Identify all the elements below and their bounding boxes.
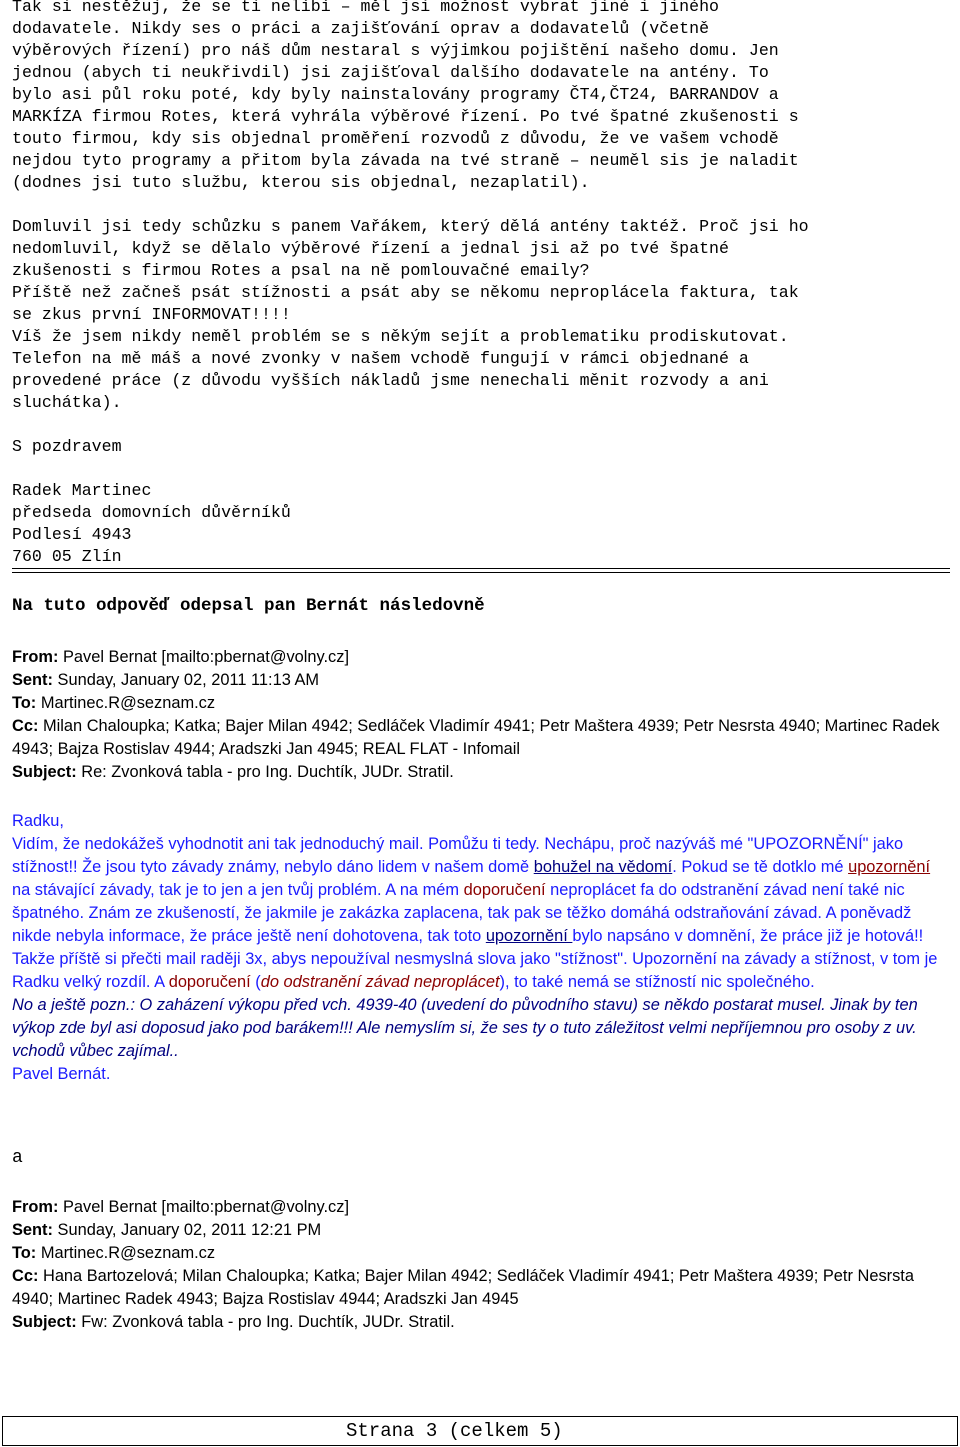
- text-line: Domluvil jsi tedy schůzku s panem Vařákem, který dělá antény taktéž. Proč jsi ho: [12, 217, 809, 236]
- text-line: dodavatele. Nikdy ses o práci a zajišťování oprav a dodavatelů (včetně: [12, 19, 710, 38]
- cc-label: Cc:: [12, 717, 39, 735]
- signature-name: Radek Martinec: [12, 481, 152, 500]
- reply-salutation: Radku,: [12, 812, 64, 830]
- signature-street: Podlesí 4943: [12, 525, 132, 544]
- to-value: Martinec.R@seznam.cz: [40, 1244, 216, 1262]
- letter-paragraph-1: [12, 0, 952, 194]
- text-line: (dodnes jsi tuto službu, kterou sis objednal, nezaplatil).: [12, 173, 590, 192]
- text-line: MARKÍZA firmou Rotes, která vyhrála výběrové řízení. Po tvé špatné zkušenosti s: [12, 107, 799, 126]
- underlined-text: upozornění: [485, 927, 573, 945]
- to-label: To:: [12, 694, 37, 712]
- reply-body: [12, 810, 947, 1086]
- reply-paragraph-2: Takže příště si přečti mail raději 3x, abys nepoužíval nesmyslná slova jako "stížnost". Upozornění na závady a stížnost, v tom je Radku velký rozdíl. A doporučení (do odstranění závad neproplácet), to také nemá se stížností nic společného.: [12, 950, 938, 991]
- underlined-text: upozornění: [848, 858, 931, 876]
- text-line: Příště než začneš psát stížnosti a psát aby se někomu neproplácela faktura, tak: [12, 283, 799, 302]
- text-line: Telefon na mě máš a nové zvonky v našem vchodě fungují v rámci objednané a: [12, 349, 749, 368]
- to-label: To:: [12, 1244, 37, 1262]
- text-line: se zkus první INFORMOVAT!!!!: [12, 305, 291, 324]
- section-heading: Na tuto odpověď odepsal pan Bernát následovně: [12, 596, 485, 616]
- text-line: výběrových řízení) pro náš dům nestaral s výjimkou pojištění našeho domu. Jen: [12, 41, 779, 60]
- subject-value: Fw: Zvonková tabla - pro Ing. Duchtík, JUDr. Stratil.: [81, 1313, 455, 1331]
- letter-body: [12, 0, 952, 568]
- cc-label: Cc:: [12, 1267, 39, 1285]
- letter-paragraph-2: [12, 216, 952, 414]
- reply-paragraph-3: No a ještě pozn.: O zaházení výkopu před vch. 4939-40 (uvedení do původního stavu) se někdo postarat musel. Jinak by ten výkop zde byl asi doposud jako pod barákem!!! Ale nemyslím si, že ses ty o tuto záležitost velmi nepříjemnou pro osoby z uv. vchodů vůbec zajímal..: [12, 996, 918, 1060]
- sent-value: Sunday, January 02, 2011 12:21 PM: [57, 1221, 322, 1239]
- subject-label: Subject:: [12, 763, 77, 781]
- signature-city: 760 05 Zlín: [12, 547, 122, 566]
- text-line: sluchátka).: [12, 393, 122, 412]
- separator-text: a: [12, 1148, 23, 1168]
- subject-value: Re: Zvonková tabla - pro Ing. Duchtík, JUDr. Stratil.: [81, 763, 454, 781]
- from-label: From:: [12, 648, 59, 666]
- sent-label: Sent:: [12, 671, 53, 689]
- subject-label: Subject:: [12, 1313, 77, 1331]
- cc-value: Milan Chaloupka; Katka; Bajer Milan 4942; Sedláček Vladimír 4941; Petr Maštera 4939; Petr Nesrsta 4940; Martinec Radek 4943; Bajza Rostislav 4944; Aradszki Jan 4945; REAL FLAT - Infomail: [12, 717, 940, 758]
- email-header-2: [12, 1196, 952, 1334]
- cc-value: Hana Bartozelová; Milan Chaloupka; Katka; Bajer Milan 4942; Sedláček Vladimír 4941; Petr Maštera 4939; Petr Nesrsta 4940; Martinec Radek 4943; Bajza Rostislav 4944; Aradszki Jan 4945: [12, 1267, 914, 1308]
- text-line: touto firmou, kdy sis objednal proměření rozvodů z důvodu, že ve vašem vchodě: [12, 129, 779, 148]
- text-line: Víš že jsem nikdy neměl problém se s někým sejít a problematiku prodiskutovat.: [12, 327, 789, 346]
- to-value: Martinec.R@seznam.cz: [40, 694, 216, 712]
- text-line: zkušenosti s firmou Rotes a psal na ně pomlouvačné emaily?: [12, 261, 590, 280]
- text-line: provedené práce (z důvodu vyšších nákladů jsme nenechali měnit rozvody a ani: [12, 371, 769, 390]
- from-value: Pavel Bernat [mailto:pbernat@volny.cz]: [63, 1198, 350, 1216]
- signature-block: [12, 480, 952, 568]
- signature-title: předseda domovních důvěrníků: [12, 503, 291, 522]
- from-label: From:: [12, 1198, 59, 1216]
- reply-signature: Pavel Bernát.: [12, 1065, 111, 1083]
- sent-label: Sent:: [12, 1221, 53, 1239]
- sent-value: Sunday, January 02, 2011 11:13 AM: [57, 671, 320, 689]
- divider-top: [12, 568, 950, 569]
- reply-paragraph-1: Vidím, že nedokážeš vyhodnotit ani tak jednoduchý mail. Pomůžu ti tedy. Nechápu, proč nazýváš mé "UPOZORNĚNÍ" jako stížnost!! Že jsou tyto závady známy, nebylo dáno lidem v našem domě bohužel na vědomí. Pokud se tě dotklo mé upozornění na stávající závady, tak je to jen a jen tvůj problém. A na mém doporučení neproplácet fa do odstranění závad není také nic špatného. Znám ze zkušeností, že jakmile je zakázka zaplacena, tak pak se těžko domáhá odstraňování závad. A poněvadž nikde nebyla informace, že práce ještě není dohotovena, tak toto upozornění bylo napsáno v domnění, že práce již je hotová!!: [12, 835, 931, 945]
- italic-red-text: do odstranění závad neproplácet: [260, 973, 500, 991]
- page-number: Strana 3 (celkem 5): [346, 1420, 563, 1442]
- text-line: nedomluvil, když se dělalo výběrové řízení a jednal jsi až po tvé špatné: [12, 239, 729, 258]
- underlined-text: bohužel na vědomí: [533, 858, 673, 876]
- text-line: nejdou tyto programy a přitom byla závada na tvé straně – neuměl sis je naladit: [12, 151, 799, 170]
- text-line: jednou (abych ti neukřivdil) jsi zajišťoval dalšího dodavatele na antény. To: [12, 63, 769, 82]
- text-line: Tak si nestěžuj, že se ti nelíbí – měl jsi možnost vybrat jiné i jiného: [12, 0, 720, 16]
- highlighted-text: doporučení: [168, 973, 251, 991]
- text-line: bylo asi půl roku poté, kdy byly nainstalovány programy ČT4,ČT24, BARRANDOV a: [12, 85, 779, 104]
- from-value: Pavel Bernat [mailto:pbernat@volny.cz]: [63, 648, 350, 666]
- divider-bottom: [12, 572, 950, 573]
- email-header-1: [12, 646, 952, 784]
- greeting: S pozdravem: [12, 437, 122, 456]
- highlighted-text: doporučení: [463, 881, 546, 899]
